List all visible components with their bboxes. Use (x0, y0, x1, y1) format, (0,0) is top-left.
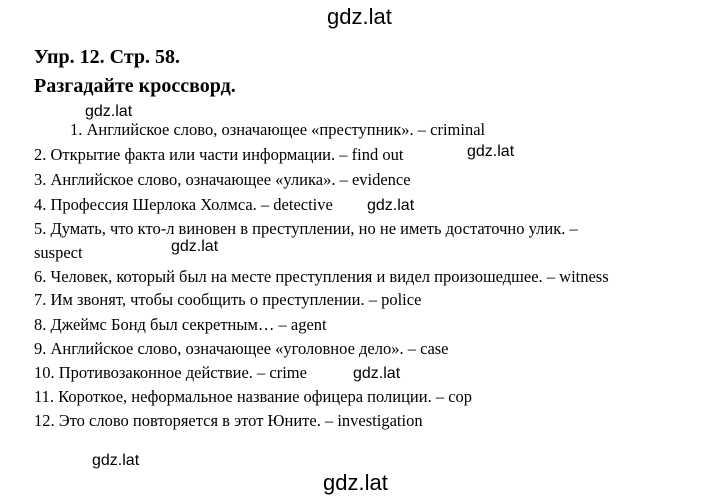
crossword-item-3: 3. Английское слово, означающее «улика». – evidence (34, 170, 411, 189)
exercise-subtitle: Разгадайте кроссворд. (34, 75, 236, 97)
crossword-item-11: 11. Короткое, неформальное название офицера полиции. – cop (34, 387, 473, 406)
watermark-top: gdz.lat (327, 4, 392, 29)
crossword-item-5-cont: suspect (34, 243, 83, 262)
crossword-item-2: 2. Открытие факта или части информации. – find out (34, 145, 404, 164)
exercise-title: Упр. 12. Стр. 58. (34, 46, 181, 68)
watermark: gdz.lat (367, 197, 415, 214)
crossword-item-1: 1. Английское слово, означающее «преступник». – criminal (70, 120, 486, 139)
watermark: gdz.lat (92, 452, 140, 469)
crossword-item-12: 12. Это слово повторяется в этот Юните. – investigation (34, 411, 423, 430)
watermark: gdz.lat (85, 103, 133, 120)
crossword-item-7: 7. Им звонят, чтобы сообщить о преступлении. – police (34, 290, 422, 309)
crossword-item-10: 10. Противозаконное действие. – crime (34, 363, 307, 382)
watermark-bottom: gdz.lat (323, 470, 388, 495)
crossword-item-6: 6. Человек, который был на месте преступления и видел произошедшее. – witness (34, 267, 609, 286)
watermark: gdz.lat (171, 238, 219, 255)
watermark: gdz.lat (467, 143, 515, 160)
crossword-item-4: 4. Профессия Шерлока Холмса. – detective (34, 195, 333, 214)
watermark: gdz.lat (353, 365, 401, 382)
crossword-item-8: 8. Джеймс Бонд был секретным… – agent (34, 315, 327, 334)
crossword-item-9: 9. Английское слово, означающее «уголовное дело». – case (34, 339, 449, 358)
crossword-item-5: 5. Думать, что кто-л виновен в преступлении, но не иметь достаточно улик. – (34, 219, 578, 238)
